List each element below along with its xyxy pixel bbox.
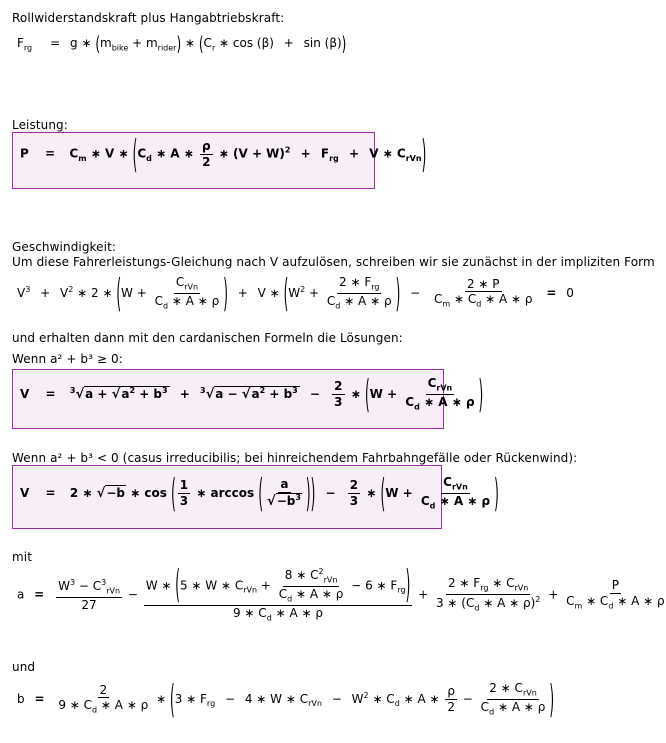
equation-case2: V = 2 ∗ √−b ∗ cos ( $\frac{1}{3}$ ∗ arccos ( $\frac{a}{√-b^3}$ )) − $\frac{2}{3}$ ∗ (W + $\frac{C_{rVn}}{C_d ∗ A ∗ \rho}$ ) xyxy=(20,470,499,516)
intro-text: Um diese Fahrerleistungs-Gleichung nach V aufzulösen, schreiben wir sie zunächst in der impliziten Form xyxy=(12,255,655,269)
heading-power: Leistung: xyxy=(12,118,68,132)
equation-frg: $F_{rg} = g$ ∗ $(m_{bike} + m_{rider})$ ∗ ($C_r$ ∗ cos (β) + sin (β)) xyxy=(17,32,347,55)
heading-speed: Geschwindigkeit: xyxy=(12,240,117,254)
heading-rolling: Rollwiderstandskraft plus Hangabtriebskraft: xyxy=(12,11,285,25)
case1-text: Wenn a² + b³ ≥ 0: xyxy=(12,352,123,366)
equation-power: $P = C_m$ ∗ V ∗ ($C_d$ ∗ A ∗ $\frac{\rho}{2}$ ∗ $(V + W)^2 + F_{rg} + V$ ∗ $C_{rVn}$) xyxy=(20,131,427,177)
equation-case1: $V = ^3√a + √a^2 + b^3 + ^3√a - √a^2 + b^3$ − $\frac{2}{3}$ ∗ (W + $\frac{C_{rVn}}{C_d ∗ A ∗ \rho}$ ) xyxy=(20,371,484,417)
equation-b: b = $\frac{2}{9 ∗ C_d ∗ A ∗ \rho}$ ∗ (3 ∗ $F_{rg} - 4$ ∗ W ∗ $C_{rVn} - W^2$ ∗ $C_d$ ∗ A ∗ $\frac{\rho}{2}$ − $\frac{2 ∗ C_{rVn}}{C_d ∗ A ∗ \rho}$ ) xyxy=(17,676,555,722)
und-text: und xyxy=(12,660,36,674)
equation-a: a = $\frac{W^3 - C^3_{rVn}}{27}$ − W ∗ (5 ∗ W ∗ $C_{rVn}$ + $\frac{8 ∗ C^2_{rVn}}{C_d ∗ A ∗ \rho}$ − 6 ∗ $F_{rg}$) 9 ∗ $C_d$ ∗ A ∗ ρ + $\frac{2 ∗ F_{rg} ∗ C_{rVn}}{3 ∗ (C_d ∗ A ∗ \rho)^2}$ + $\frac{P}{C_m ∗ C_d ∗ A ∗ \rho}$ xyxy=(17,562,665,622)
case2-text: Wenn a² + b³ < 0 (casus irreducibilis; bei hinreichendem Fahrbahngefälle oder Rückenwind): xyxy=(12,451,578,465)
cardan-text: und erhalten dann mit den cardanischen Formeln die Lösungen: xyxy=(12,331,403,345)
equation-implicit: $V^3 + V^2$ ∗ 2 ∗ (W + $\frac{C_{rVn}}{C_d ∗ A ∗ \rho}$ ) + V ∗ ($W^2$ + $\frac{2 ∗ F_{rg}}{C_d ∗ A ∗ \rho}$ ) − $\frac{2 ∗ P}{C_m ∗ C_d ∗ A ∗ \rho}$ = 0 xyxy=(17,270,574,316)
mit-text: mit xyxy=(12,550,33,564)
